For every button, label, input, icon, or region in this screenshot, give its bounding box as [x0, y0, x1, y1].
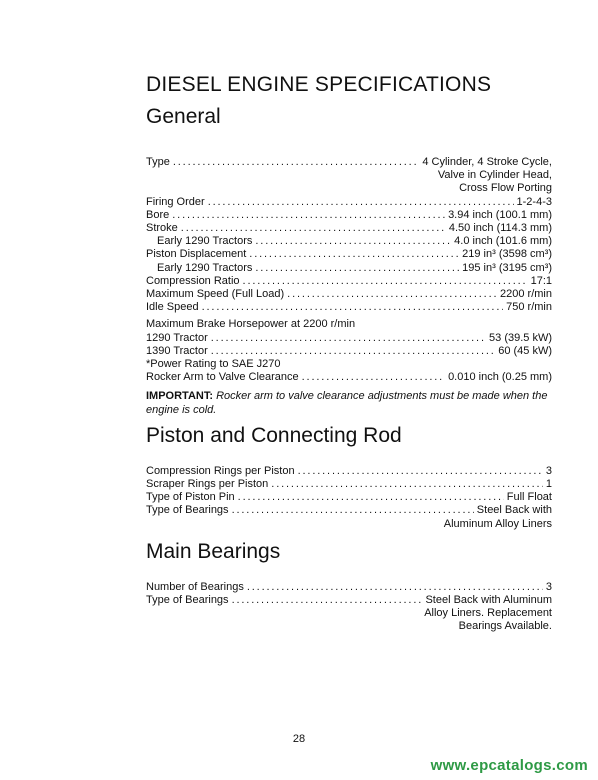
- spec-row-type: [146, 156, 552, 169]
- spec-row-piston-pin: [146, 491, 552, 504]
- spec-row-scraper-rings: [146, 478, 552, 491]
- spec-page: [146, 72, 552, 634]
- spec-value: Steel Back with: [476, 504, 552, 517]
- spec-label: Type of Bearings: [146, 594, 229, 607]
- section-heading-main-bearings: Main Bearings: [146, 539, 281, 563]
- spec-label: Number of Bearings: [146, 580, 244, 593]
- spec-value-continued: Alloy Liners. Replacement: [424, 607, 552, 620]
- spec-value: 3.94 inch (100.1 mm): [448, 208, 552, 221]
- piston-specs: [146, 465, 552, 531]
- spec-row-rocker-clearance: [146, 371, 552, 384]
- spec-value: 0.010 inch (0.25 mm): [448, 371, 552, 384]
- leader-dots: [298, 465, 543, 478]
- spec-row-displacement: [146, 248, 552, 261]
- leader-dots: [211, 332, 486, 345]
- leader-dots: [255, 235, 451, 248]
- spec-value-continued: Valve in Cylinder Head,: [437, 169, 552, 182]
- page-title: DIESEL ENGINE SPECIFICATIONS: [146, 73, 492, 96]
- spec-row-max-speed: [146, 288, 552, 301]
- leader-dots: [172, 209, 445, 222]
- spec-row-1390-tractor: [146, 345, 552, 358]
- spec-label: Piston Displacement: [146, 248, 247, 261]
- general-specs: [146, 156, 552, 417]
- spec-label: Stroke: [146, 222, 178, 235]
- spec-value: 195 in³ (3195 cm³): [462, 261, 552, 274]
- spec-label: Idle Speed: [146, 301, 199, 314]
- spec-label: Type of Bearings: [146, 504, 229, 517]
- leader-dots: [243, 275, 528, 288]
- spec-row-idle-speed: [146, 301, 552, 314]
- spec-value: Steel Back with Aluminum: [425, 594, 552, 607]
- leader-dots: [271, 478, 543, 491]
- spec-row-stroke: [146, 222, 552, 235]
- spec-label: 1290 Tractor: [146, 331, 208, 344]
- spec-row-compression: [146, 275, 552, 288]
- spec-label: 1390 Tractor: [146, 344, 208, 357]
- spec-value: 53 (39.5 kW): [489, 331, 552, 344]
- spec-value: 3: [545, 580, 552, 593]
- spec-label: Compression Rings per Piston: [146, 464, 295, 477]
- spec-value: 60 (45 kW): [498, 344, 552, 357]
- spec-value: 3: [545, 464, 552, 477]
- spec-value: 219 in³ (3598 cm³): [462, 248, 552, 261]
- spec-value: 4 Cylinder, 4 Stroke Cycle,: [422, 156, 552, 168]
- main-bearings-specs: [146, 581, 552, 634]
- spec-value: 1-2-4-3: [516, 195, 552, 208]
- spec-label: Early 1290 Tractors: [157, 261, 253, 274]
- watermark-logo: www.epcatalogs.com: [430, 757, 588, 774]
- spec-value-continued: Bearings Available.: [458, 620, 552, 633]
- leader-dots: [181, 222, 446, 235]
- section-heading-piston: Piston and Connecting Rod: [146, 423, 402, 447]
- leader-dots: [247, 581, 543, 594]
- spec-label: Rocker Arm to Valve Clearance: [146, 371, 299, 384]
- spec-row-number-of-bearings: [146, 581, 552, 594]
- important-text: Rocker arm to valve clearance adjustments must be made when the engine is cold.: [146, 390, 548, 416]
- spec-label: Early 1290 Tractors: [157, 235, 253, 248]
- page-number: 28: [292, 733, 306, 745]
- horsepower-heading: Maximum Brake Horsepower at 2200 r/min: [146, 318, 356, 331]
- leader-dots: [208, 196, 514, 209]
- spec-label: Type of Piston Pin: [146, 491, 235, 504]
- spec-value: Full Float: [506, 491, 552, 504]
- important-label: IMPORTANT:: [146, 390, 214, 403]
- leader-dots: [173, 156, 420, 169]
- spec-value: 2200 r/min: [500, 288, 552, 301]
- spec-label: Firing Order: [146, 195, 205, 208]
- leader-dots: [232, 504, 474, 517]
- spec-row-early-stroke: [146, 235, 552, 248]
- leader-dots: [211, 345, 495, 358]
- spec-row-early-displacement: [146, 262, 552, 275]
- spec-label: Type: [146, 156, 170, 168]
- spec-row-bore: [146, 209, 552, 222]
- section-heading-general: General: [146, 105, 221, 128]
- spec-value: 750 r/min: [506, 301, 552, 314]
- spec-value: 4.50 inch (114.3 mm): [448, 222, 552, 235]
- leader-dots: [202, 301, 504, 314]
- leader-dots: [287, 288, 497, 301]
- spec-row-1290-tractor: [146, 332, 552, 345]
- spec-value-continued: Aluminum Alloy Liners: [443, 517, 552, 530]
- spec-value: 17:1: [530, 274, 552, 287]
- spec-label: Maximum Speed (Full Load): [146, 288, 285, 301]
- spec-value-continued: Cross Flow Porting: [459, 182, 552, 195]
- leader-dots: [255, 262, 459, 275]
- leader-dots: [302, 371, 445, 384]
- spec-row-compression-rings: [146, 465, 552, 478]
- spec-value: 1: [545, 478, 552, 491]
- spec-row-main-bearing-type: [146, 594, 552, 607]
- important-note: [146, 390, 552, 416]
- spec-label: Compression Ratio: [146, 274, 240, 287]
- spec-label: Bore: [146, 208, 170, 221]
- spec-label: Scraper Rings per Piston: [146, 478, 269, 491]
- power-rating-note: *Power Rating to SAE J270: [146, 358, 281, 371]
- spec-row-firing-order: [146, 196, 552, 209]
- leader-dots: [238, 491, 504, 504]
- spec-row-piston-bearings: [146, 504, 552, 517]
- spec-value: 4.0 inch (101.6 mm): [454, 235, 552, 248]
- leader-dots: [232, 594, 423, 607]
- leader-dots: [249, 248, 459, 261]
